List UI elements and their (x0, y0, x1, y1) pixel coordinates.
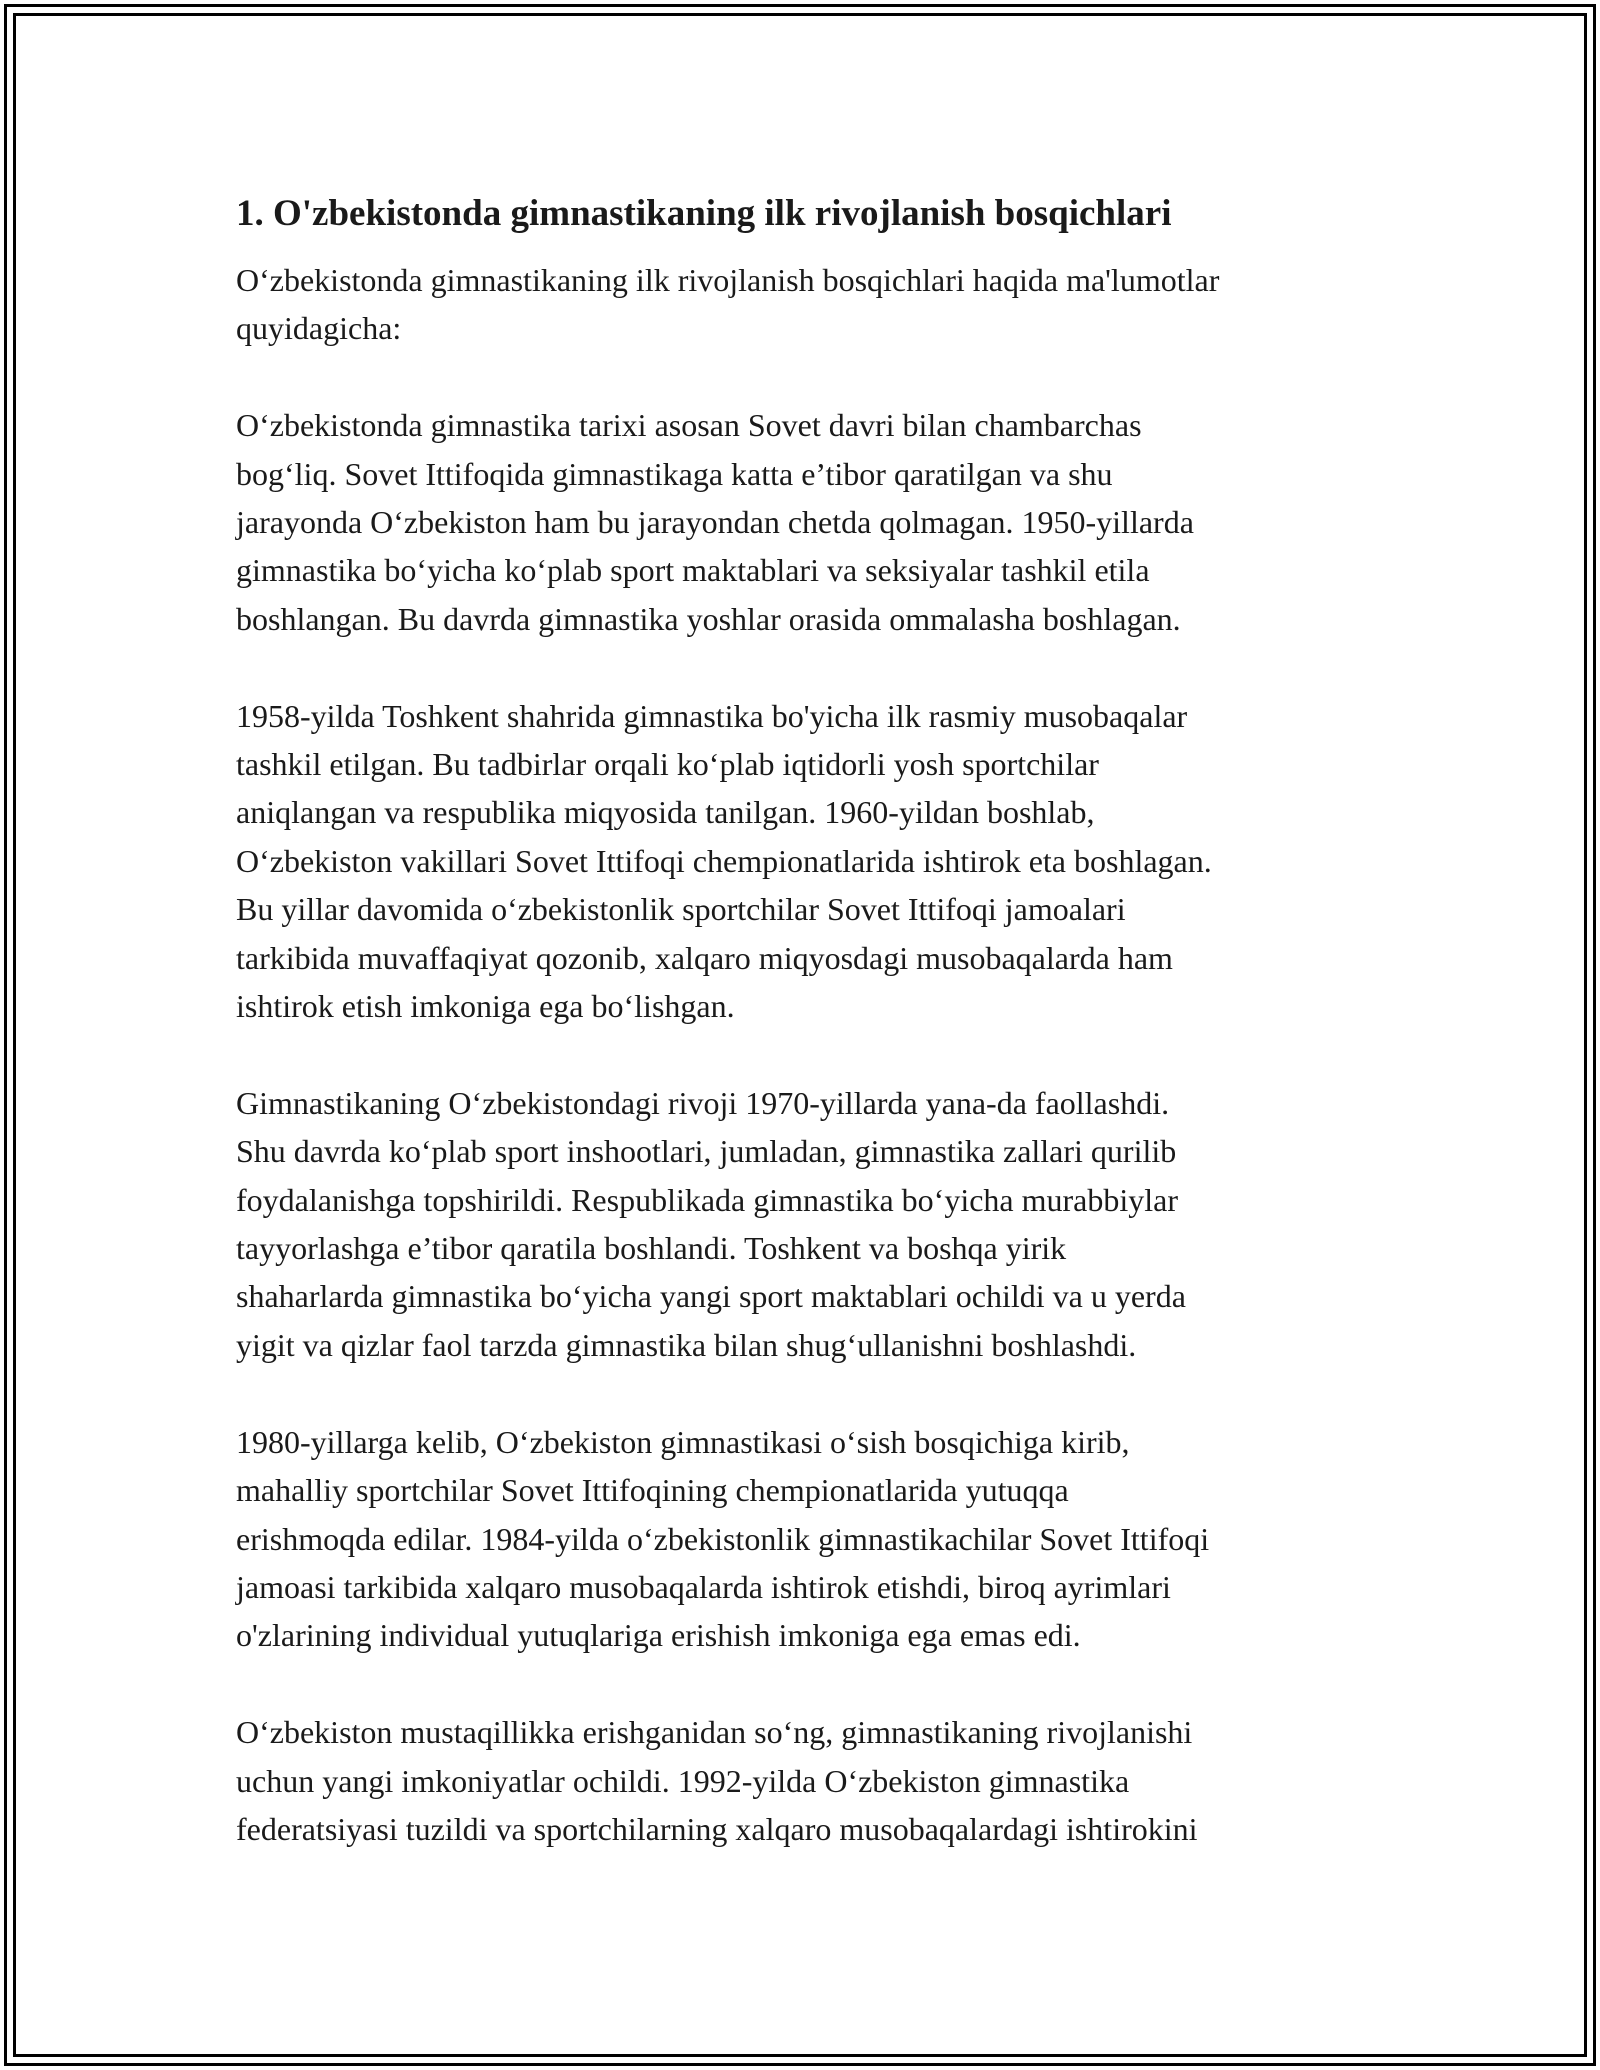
document-body (236, 186, 1386, 1853)
paragraph-1958: 1958-yilda Toshkent shahrida gimnastika bo'yicha ilk rasmiy musobaqalar tashkil etilgan. Bu tadbirlar orqali ko‘plab iqtidorli yosh sportchilar aniqlangan va respublika miqyosida tanilgan. 1960-yildan boshlab, O‘zbekiston vakillari Sovet Ittifoqi chempionatlarida ishtirok eta boshlagan. Bu yillar davomida o‘zbekistonlik sportchilar Sovet Ittifoqi jamoalari tarkibida muvaffaqiyat qozonib, xalqaro miqyosdagi musobaqalarda ham ishtirok etish imkoniga ega bo‘lishgan. (236, 697, 1212, 1025)
section-heading: 1. O'zbekistonda gimnastikaning ilk rivojlanish bosqichlari (236, 193, 1172, 234)
paragraph-intro: O‘zbekistonda gimnastikaning ilk rivojlanish bosqichlari haqida ma'lumotlar quyidagicha: (236, 262, 1220, 347)
paragraph-1980s: 1980-yillarga kelib, O‘zbekiston gimnastikasi o‘sish bosqichiga kirib, mahalliy sportchilar Sovet Ittifoqining chempionatlarida yutuqqa erishmoqda edilar. 1984-yilda o‘zbekistonlik gimnastikachilar Sovet Ittifoqi jamoasi tarkibida xalqaro musobaqalarda ishtirok etishdi, biroq ayrimlari o'zlarining individual yutuqlariga erishish imkoniga ega emas edi. (236, 1423, 1210, 1654)
paragraph-independence: O‘zbekiston mustaqillikka erishganidan so‘ng, gimnastikaning rivojlanishi uchun yangi imkoniyatlar ochildi. 1992-yilda O‘zbekiston gimnastika federatsiyasi tuzildi va sportchilarning xalqaro musobaqalardagi ishtirokini (236, 1714, 1198, 1847)
paragraph-1970s: Gimnastikaning O‘zbekistondagi rivoji 1970-yillarda yana-da faollashdi. Shu davrda ko‘plab sport inshootlari, jumladan, gimnastika zallari qurilib foydalanishga topshirildi. Respublikada gimnastika bo‘yicha murabbiylar tayyorlashga e’tibor qaratila boshlandi. Toshkent va boshqa yirik shaharlarda gimnastika bo‘yicha yangi sport maktablari ochildi va u yerda yigit va qizlar faol tarzda gimnastika bilan shug‘ullanishni boshlashdi. (236, 1084, 1186, 1363)
paragraph-soviet-era: O‘zbekistonda gimnastika tarixi asosan Sovet davri bilan chambarchas bog‘liq. Sovet Ittifoqida gimnastikaga katta e’tibor qaratilgan va shu jarayonda O‘zbekiston ham bu jarayondan chetda qolmagan. 1950-yillarda gimnastika bo‘yicha ko‘plab sport maktablari va seksiyalar tashkil etila boshlangan. Bu davrda gimnastika yoshlar orasida ommalasha boshlagan. (236, 407, 1194, 637)
